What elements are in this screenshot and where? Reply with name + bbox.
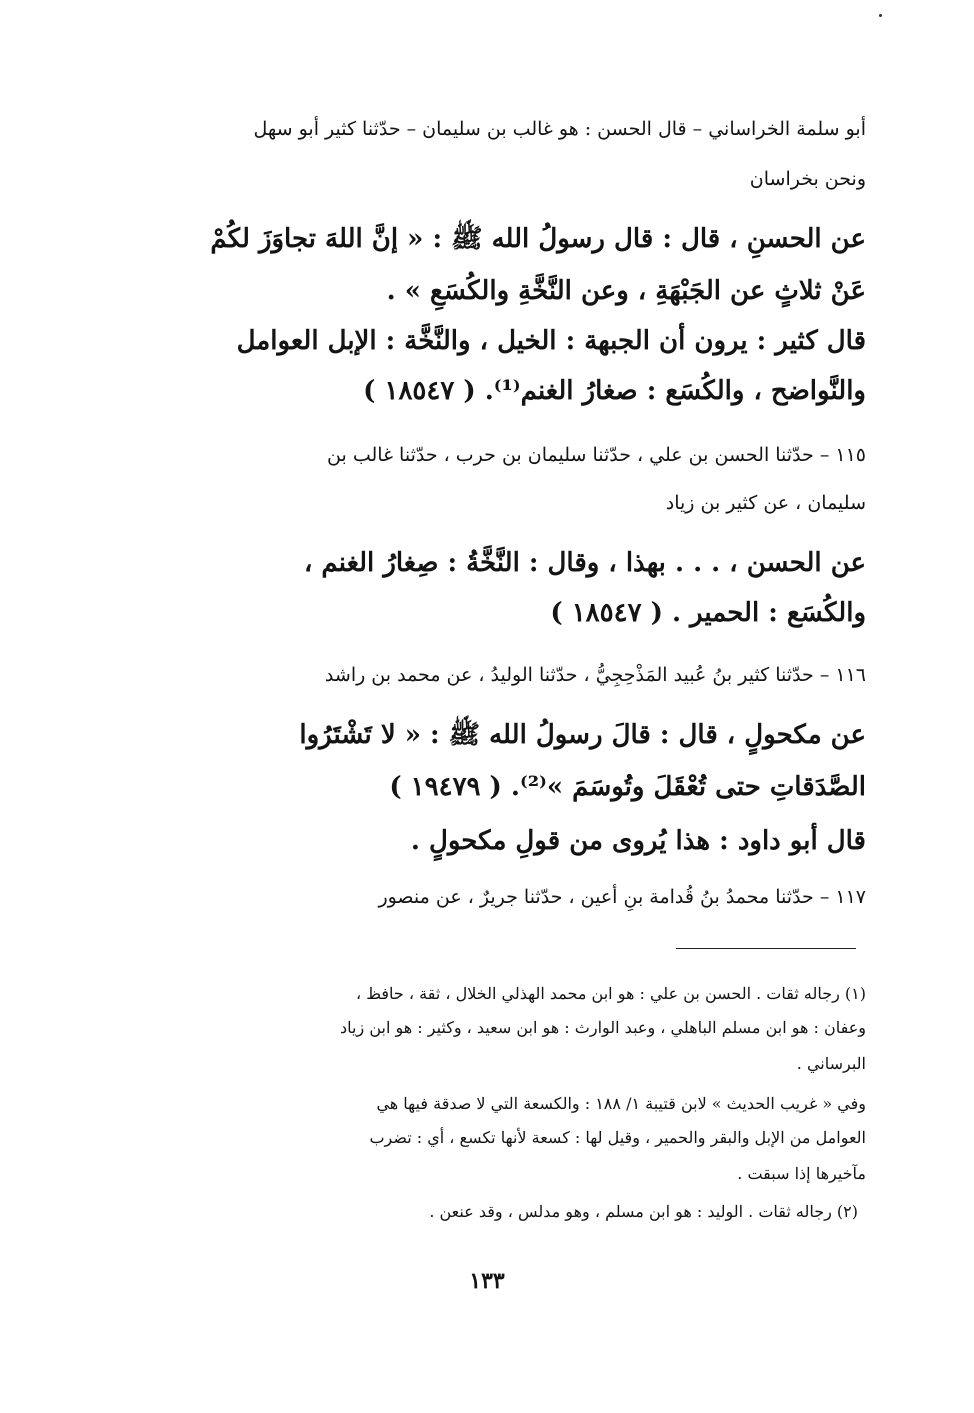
- text-line: ١١٦ – حدّثنا كثير بنُ عُبيد المَذْحِجِيُّ ، حدّثنا الوليدُ ، عن محمد بن راشد: [324, 664, 866, 686]
- footnote-separator: [676, 948, 856, 949]
- text-line: ١١٥ – حدّثنا الحسن بن علي ، حدّثنا سليمان بن حرب ، حدّثنا غالب بن: [327, 444, 866, 466]
- text-line: قال كثير : يرون أن الجبهة : الخيل ، والنَّخَّة : الإبل العوامل: [236, 326, 866, 356]
- text-line: عَنْ ثلاثٍ عن الجَبْهَةِ ، وعن النَّخَّةِ والكُسَعِ » .: [386, 276, 866, 306]
- text-line: والنَّواضح ، والكُسَع : صغارُ الغنم⁽¹⁾. ( ١٨٥٤٧ ): [363, 376, 866, 406]
- footnote-line: (١) رجاله ثقات . الحسن بن علي : هو ابن محمد الهذلي الخلال ، ثقة ، حافظ ،: [355, 984, 866, 1003]
- footnote-line: (٢) رجاله ثقات . الوليد : هو ابن مسلم ، وهو مدلس ، وقد عنعن .: [429, 1202, 858, 1221]
- footnote-line: مآخيرها إذا سبقت .: [737, 1164, 866, 1183]
- text-line: عن الحسنِ ، قال : قال رسولُ الله ﷺ : « إنَّ اللهَ تجاوَزَ لكُمْ: [210, 224, 866, 254]
- page-number: ١٣٣: [469, 1268, 505, 1294]
- text-line: والكُسَع : الحمير . ( ١٨٥٤٧ ): [550, 598, 866, 628]
- text-line: عن مكحولٍ ، قال : قالَ رسولُ الله ﷺ : « لا تَشْتَرُوا: [299, 720, 866, 750]
- corner-mark: [879, 14, 882, 17]
- text-line: سليمان ، عن كثير بن زياد: [665, 492, 866, 514]
- text-line: عن الحسن ، . . . بهذا ، وقال : النَّخَّةُ : صِغارُ الغنم ،: [303, 548, 866, 578]
- text-line: أبو سلمة الخراساني – قال الحسن : هو غالب بن سليمان – حدّثنا كثير أبو سهل: [253, 118, 866, 140]
- footnote-line: البرساني .: [796, 1054, 866, 1073]
- footnote-line: العوامل من الإبل والبقر والحمير ، وقيل لها : كسعة لأنها تكسع ، أي : تضرب: [369, 1128, 866, 1147]
- footnote-line: وعفان : هو ابن مسلم الباهلي ، وعبد الوارث : هو ابن سعيد ، وكثير : هو ابن زياد: [340, 1018, 866, 1037]
- footnote-line: وفي « غريب الحديث » لابن قتيبة ١/ ١٨٨ : والكسعة التي لا صدقة فيها هي: [376, 1094, 866, 1113]
- text-line: ونحن بخراسان: [749, 168, 866, 190]
- text-line: ١١٧ – حدّثنا محمدُ بنُ قُدامة بنِ أعين ، حدّثنا جريرٌ ، عن منصور: [378, 886, 866, 908]
- text-line: قال أبو داود : هذا يُروى من قولِ مكحولٍ .: [410, 826, 866, 856]
- text-line: الصَّدَقاتِ حتى تُعْقَلَ وتُوسَمَ »⁽²⁾. ( ١٩٤٧٩ ): [389, 772, 866, 802]
